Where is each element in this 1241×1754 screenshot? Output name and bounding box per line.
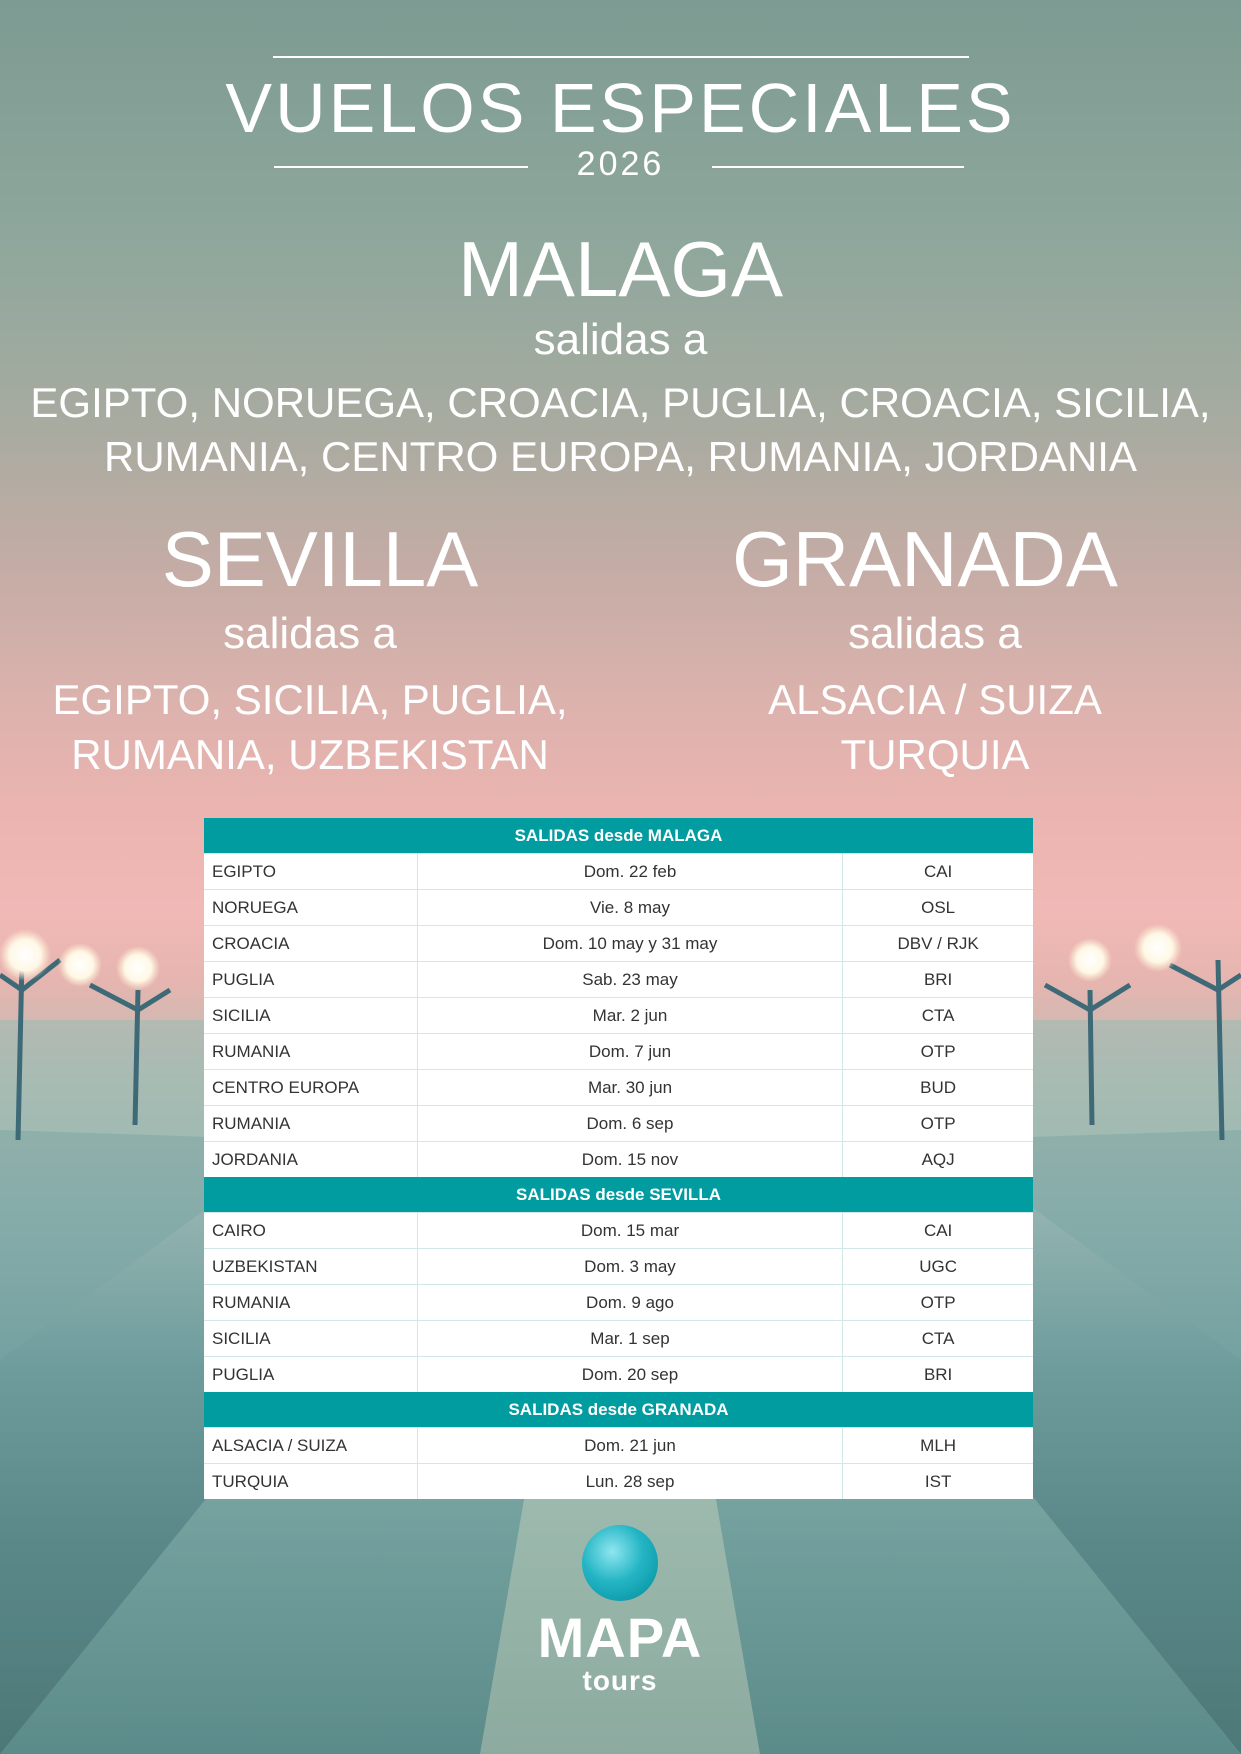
table-row [204,1212,1033,1248]
header-right-rule [712,166,964,168]
airport-code-cell: BUD [920,1078,957,1097]
granada-destinations-line-2: TURQUIA [840,731,1030,778]
date-cell: Dom. 15 mar [418,1213,843,1248]
destination-cell: JORDANIA [204,1142,418,1177]
date-cell: Vie. 8 may [418,890,843,925]
destination-cell: SICILIA [204,1321,418,1356]
sevilla-city-title: SEVILLA [161,515,479,603]
section-heading-sevilla: SALIDAS desde SEVILLA [204,1177,1033,1212]
table-row [204,1105,1033,1141]
flights-table [204,818,1033,1499]
destination-cell: RUMANIA [204,1106,418,1141]
sevilla-salidas-label: salidas a [223,609,397,658]
destination-cell: CAIRO [204,1213,418,1248]
destination-cell: CROACIA [204,926,418,961]
airport-code-cell: MLH [920,1436,957,1455]
airport-code-cell: CAI [923,1221,953,1240]
airport-code-cell: CAI [923,862,953,881]
table-row [204,889,1033,925]
malaga-destinations-line-1: EGIPTO, NORUEGA, CROACIA, PUGLIA, CROACIA, SICILIA, [30,379,1211,426]
table-row [204,853,1033,889]
airport-code-cell: IST [924,1472,952,1491]
date-cell: Dom. 22 feb [418,854,843,889]
airport-code-cell: OTP [920,1042,956,1061]
granada-destinations-line-1: ALSACIA / SUIZA [768,676,1102,723]
destination-cell: RUMANIA [204,1285,418,1320]
date-cell: Dom. 9 ago [418,1285,843,1320]
header-top-rule [273,56,969,58]
table-row [204,961,1033,997]
malaga-salidas-label: salidas a [533,315,708,364]
table-row [204,1248,1033,1284]
destination-cell: PUGLIA [204,962,418,997]
table-row [204,925,1033,961]
destination-cell: PUGLIA [204,1357,418,1392]
table-row [204,1356,1033,1392]
airport-code-cell: CTA [921,1329,955,1348]
table-row [204,1284,1033,1320]
sevilla-destinations-line-2: RUMANIA, UZBEKISTAN [71,731,549,778]
table-row [204,1427,1033,1463]
date-cell: Dom. 7 jun [418,1034,843,1069]
table-row [204,1463,1033,1499]
destination-cell: CENTRO EUROPA [204,1070,418,1105]
destination-cell: ALSACIA / SUIZA [204,1428,418,1463]
malaga-city-title: MALAGA [457,225,784,313]
date-cell: Dom. 3 may [418,1249,843,1284]
date-cell: Mar. 30 jun [418,1070,843,1105]
airport-code-cell: CTA [921,1006,955,1025]
airport-code-cell: OTP [920,1293,956,1312]
airport-code-cell: AQJ [921,1150,955,1169]
airport-code-cell: BRI [923,970,953,989]
destination-cell: RUMANIA [204,1034,418,1069]
airport-code-cell: OTP [920,1114,956,1133]
granada-salidas-label: salidas a [848,609,1022,658]
destination-cell: TURQUIA [204,1464,418,1499]
date-cell: Dom. 10 may y 31 may [418,926,843,961]
date-cell: Mar. 1 sep [418,1321,843,1356]
sevilla-destinations-line-1: EGIPTO, SICILIA, PUGLIA, [52,676,568,723]
year-label: 2026 [576,145,665,183]
table-row [204,1033,1033,1069]
table-row [204,1320,1033,1356]
section-heading-granada: SALIDAS desde GRANADA [204,1392,1033,1427]
airport-code-cell: UGC [919,1257,957,1276]
date-cell: Dom. 21 jun [418,1428,843,1463]
airport-code-cell: DBV / RJK [897,934,979,953]
date-cell: Dom. 20 sep [418,1357,843,1392]
date-cell: Sab. 23 may [418,962,843,997]
logo-brand-name: MAPA [537,1606,703,1669]
date-cell: Dom. 6 sep [418,1106,843,1141]
destination-cell: NORUEGA [204,890,418,925]
table-row [204,1069,1033,1105]
section-heading-malaga: SALIDAS desde MALAGA [204,818,1033,853]
date-cell: Dom. 15 nov [418,1142,843,1177]
date-cell: Mar. 2 jun [418,998,843,1033]
airport-code-cell: BRI [923,1365,953,1384]
destination-cell: EGIPTO [204,854,418,889]
airport-code-cell: OSL [921,898,956,917]
logo-brand-sub: tours [582,1665,658,1696]
page-title: VUELOS ESPECIALES [225,69,1016,147]
malaga-destinations-line-2: RUMANIA, CENTRO EUROPA, RUMANIA, JORDANIA [104,433,1137,480]
destination-cell: UZBEKISTAN [204,1249,418,1284]
granada-city-title: GRANADA [732,515,1118,603]
destination-cell: SICILIA [204,998,418,1033]
table-row [204,997,1033,1033]
table-row [204,1141,1033,1177]
date-cell: Lun. 28 sep [418,1464,843,1499]
globe-icon [582,1525,658,1601]
